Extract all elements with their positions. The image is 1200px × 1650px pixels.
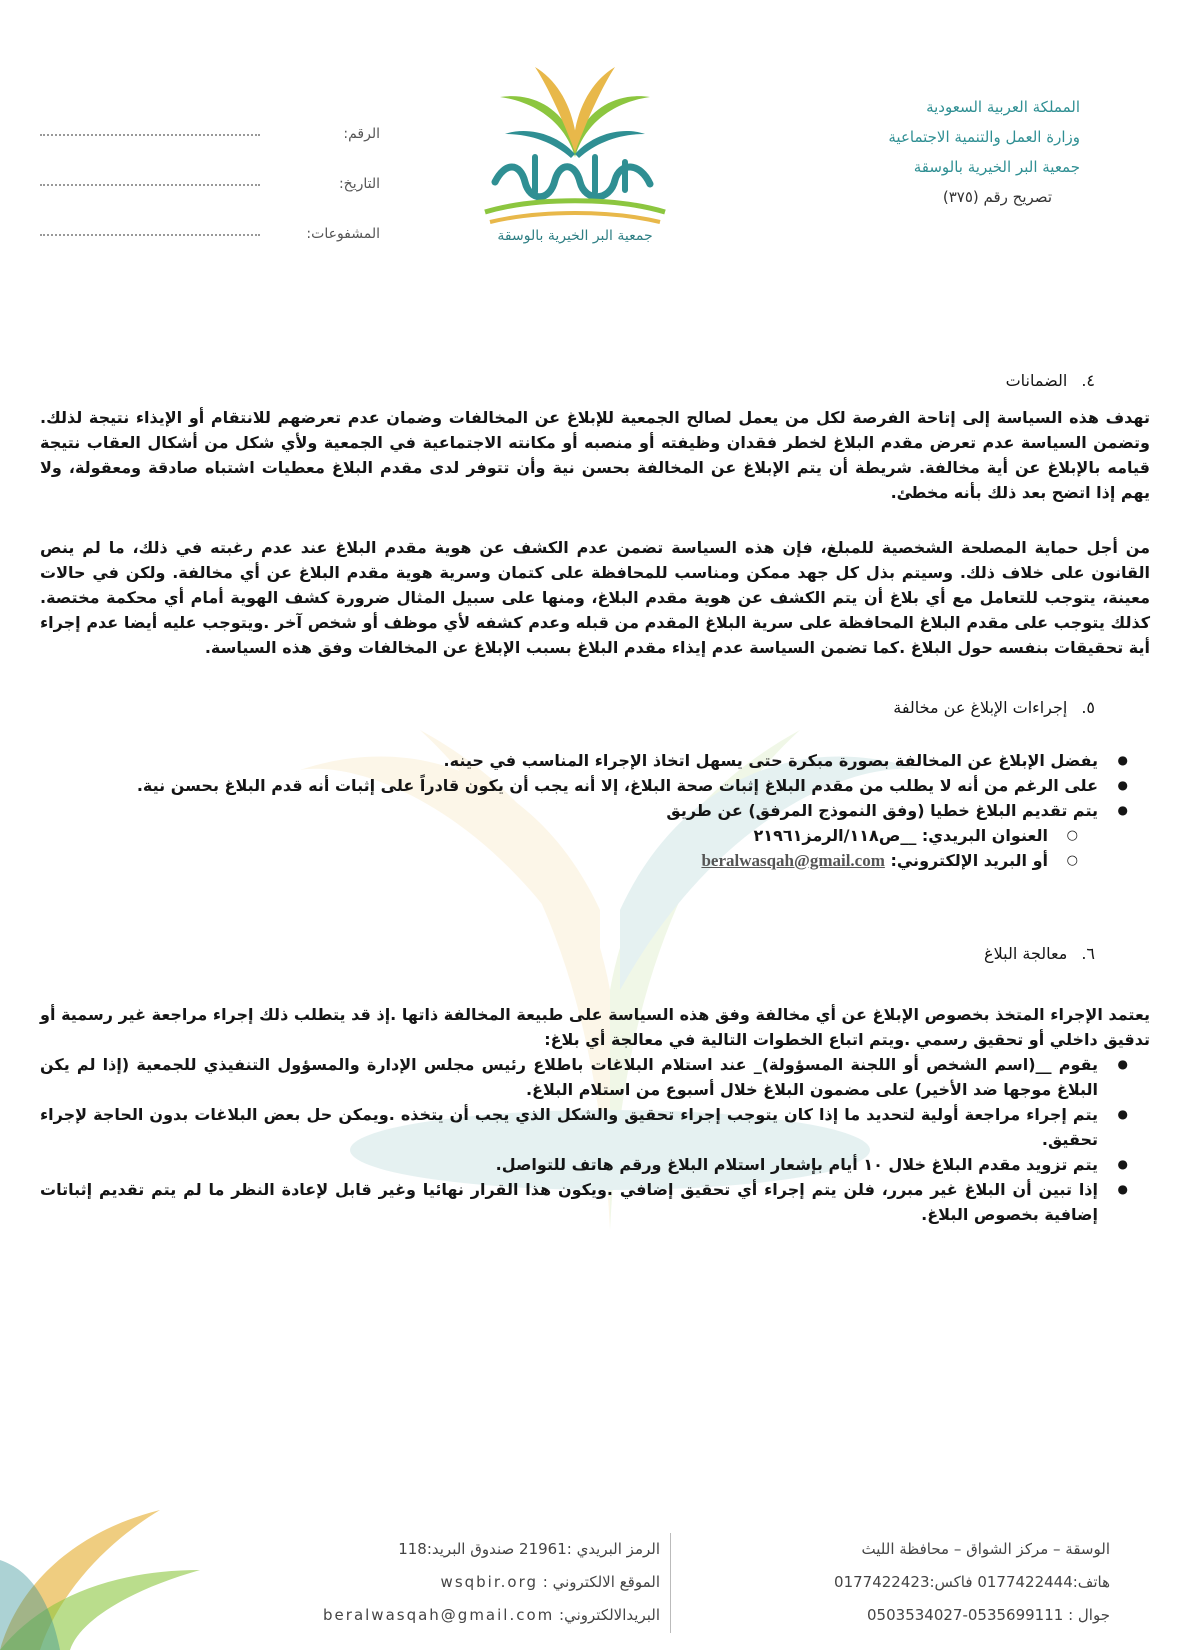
footer-postal: الرمز البريدي :21961 صندوق البريد:118 [398, 1540, 660, 1558]
section-5-number: ٥. [1081, 698, 1095, 717]
reference-number-label: الرقم: [343, 126, 380, 142]
reference-number-dotted-line [40, 122, 260, 136]
submission-channels-list [40, 823, 1078, 873]
section-4-paragraph-1: تهدف هذه السياسة إلى إتاحة الفرصة لكل من يعمل لصالح الجمعية للإبلاغ عن المخالفات وضمان عدم تعرضهم للانتقام أو الإيذاء نتيجة لذلك. وتضمن السياسة عدم تعرض مقدم البلاغ لخطر فقدان وظيفته أو منصبه أو مكانته الاجتماعية في الجمعية ولأي شكل من أشكال العقاب نتيجة قيامه بالإبلاغ عن أية مخالفة. شريطة أن يتم الإبلاغ عن المخالفة بحسن نية وأن تتوفر لدى مقدم البلاغ معطيات اشتباه صادقة ومعقولة، ولا يهم إذا اتضح بعد ذلك بأنه مخطئ. [40, 408, 1150, 502]
association-name: جمعية البر الخيرية بالوسقة [913, 158, 1080, 176]
footer-mobile: جوال : 0535699111-0503534027 [867, 1606, 1110, 1624]
email-link[interactable]: beralwasqah@gmail.com [701, 851, 885, 870]
document-body [40, 368, 1150, 1227]
date-row [40, 142, 380, 192]
section-4-heading [40, 368, 1095, 393]
footer-divider [670, 1533, 671, 1633]
list-item [40, 798, 1130, 873]
list-item: ● يقوم __(اسم الشخص أو اللجنة المسؤولة)_ عند استلام البلاغات باطلاع رئيس مجلس الإدارة والمسؤول التنفيذي للجمعية (إذا لم يكن البلاغ موجها ضد الأخير) على مضمون البلاغ خلال أسبوع من استلام البلاغ. [40, 1052, 1130, 1102]
email-label: أو البريد الإلكتروني: [890, 851, 1048, 870]
section-4-paragraph-2: من أجل حماية المصلحة الشخصية للمبلغ، فإن هذه السياسة تضمن عدم الكشف عن هوية مقدم البلاغ عند عدم رغبته في ذلك، ما لم ينص القانون على خلاف ذلك. وسيتم بذل كل جهد ممكن ومناسب للمحافظة على كتمان وسرية هوية مقدم البلاغ عن أي مخالفة. ولكن في حالات معينة، يتوجب للتعامل مع أي بلاغ أن يتم الكشف عن هوية مقدم البلاغ، ومنها على سبيل المثال ضرورة كشف الهوية أمام أي محكمة مختصة. كذلك يتوجب على مقدم البلاغ المحافظة على سرية البلاغ المقدم من قبله وعدم كشفه لأي موظف أو شخص آخر .ويتوجب عليه أيضا عدم إجراء أية تحقيقات بنفسه حول البلاغ .كما تضمن السياسة عدم إيذاء مقدم البلاغ بسبب الإبلاغ عن المخالفات وفق هذه السياسة. [40, 538, 1150, 657]
reference-number-row [40, 92, 380, 142]
section-5-bullet-list [40, 748, 1130, 873]
section-4-number: ٤. [1081, 371, 1095, 390]
permit-number: تصريح رقم (٣٧٥) [942, 188, 1052, 206]
section-5-title: إجراءات الإبلاغ عن مخالفة [893, 698, 1068, 717]
attachments-dotted-line [40, 222, 260, 236]
footer-contact-address [690, 1533, 1110, 1632]
submission-method-text: يتم تقديم البلاغ خطيا (وفق النموذج المرفق) عن طريق [666, 801, 1098, 820]
section-5-heading [40, 695, 1095, 720]
ministry-name: وزارة العمل والتنمية الاجتماعية [888, 128, 1080, 146]
list-item: ● إذا تبين أن البلاغ غير مبرر، فلن يتم إجراء أي تحقيق إضافي .ويكون هذا القرار نهائيا وغير قابل لإعادة النظر ما لم يتم تقديم إثباتات إضافية بخصوص البلاغ. [40, 1177, 1130, 1227]
section-6-title: معالجة البلاغ [984, 944, 1068, 963]
email-item [40, 848, 1078, 873]
organization-header [750, 92, 1080, 212]
association-logo [475, 62, 675, 252]
country-name: المملكة العربية السعودية [926, 98, 1080, 116]
list-item: ● يتم تزويد مقدم البلاغ خلال ١٠ أيام بإشعار استلام البلاغ ورقم هاتف للتواصل. [40, 1152, 1130, 1177]
footer-website[interactable]: الموقع الالكتروني : wsqbir.org [440, 1573, 660, 1591]
section-6-intro: يعتمد الإجراء المتخذ بخصوص الإبلاغ عن أي مخالفة وفق هذه السياسة على طبيعة المخالفة ذاتها .إذ قد يتطلب ذلك إجراء مراجعة غير رسمية أو تدقيق داخلي أو تحقيق رسمي .ويتم اتباع الخطوات التالية في معالجة أي بلاغ: [40, 1005, 1150, 1049]
date-label: التاريخ: [338, 176, 380, 192]
attachments-row [40, 192, 380, 242]
logo-caption: جمعية البر الخيرية بالوسقة [497, 228, 653, 244]
footer-email[interactable]: البريدالالكتروني: beralwasqah@gmail.com [323, 1606, 660, 1624]
postal-address-item: ○ العنوان البريدي: __ص١١٨/الرمز٢١٩٦١ [40, 823, 1078, 848]
list-item: ● يتم إجراء مراجعة أولية لتحديد ما إذا كان يتوجب إجراء تحقيق والشكل الذي يجب أن يتخذه .ويمكن حل بعض البلاغات بدون الحاجة لإجراء تحقيق. [40, 1102, 1130, 1152]
reference-fields [40, 92, 380, 242]
footer-phone-fax: هاتف:0177422444 فاكس:0177422423 [834, 1573, 1110, 1591]
section-6-bullet-list [40, 1052, 1130, 1227]
section-6-number: ٦. [1081, 944, 1095, 963]
footer-address: الوسقة – مركز الشواق – محافظة الليث [861, 1540, 1110, 1558]
attachments-label: المشفوعات: [306, 226, 380, 242]
date-dotted-line [40, 172, 260, 186]
list-item: ● يفضل الإبلاغ عن المخالفة بصورة مبكرة حتى يسهل اتخاذ الإجراء المناسب في حينه. [40, 748, 1130, 773]
section-4-title: الضمانات [1005, 371, 1068, 390]
section-6-heading [40, 941, 1095, 966]
footer [250, 1533, 1110, 1638]
corner-decoration [0, 1440, 240, 1650]
footer-contact-online [250, 1533, 660, 1632]
list-item: ● على الرغم من أنه لا يطلب من مقدم البلاغ إثبات صحة البلاغ، إلا أنه يجب أن يكون قادراً على إثبات أنه قدم البلاغ بحسن نية. [40, 773, 1130, 798]
